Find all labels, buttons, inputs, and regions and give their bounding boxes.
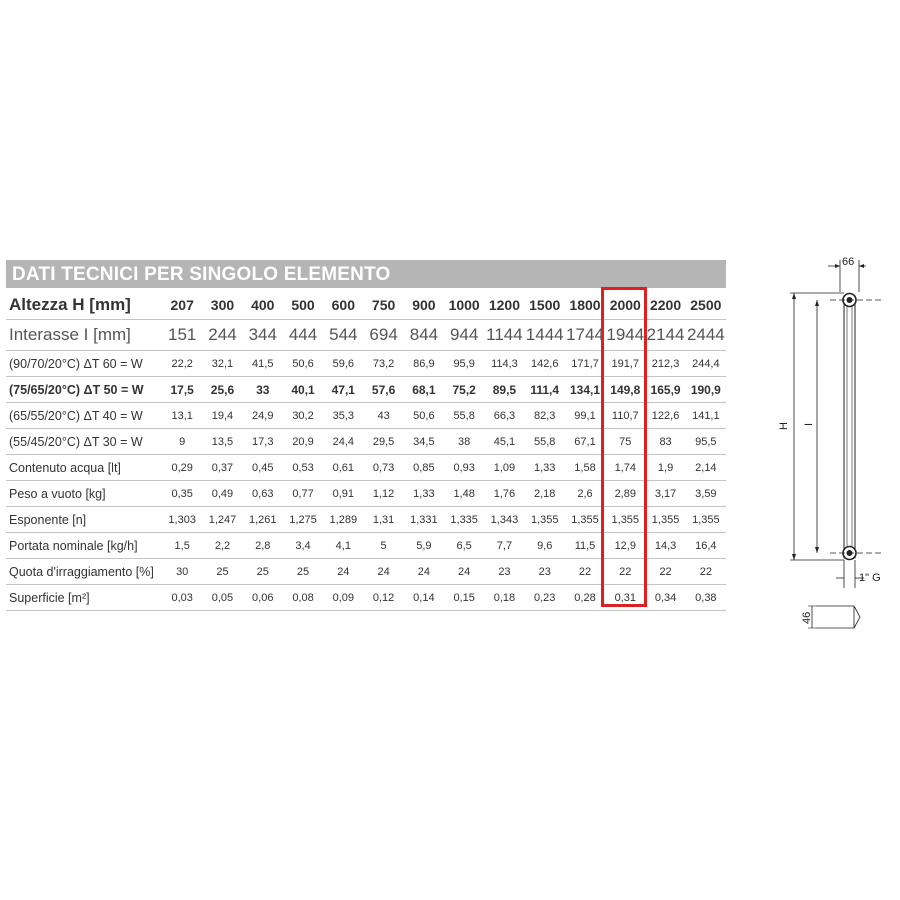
table-cell: 95,5 <box>686 429 726 455</box>
table-cell: 22 <box>605 559 645 585</box>
height-dimension-label: H <box>778 422 790 430</box>
table-cell: 34,5 <box>404 429 444 455</box>
table-cell: 1200 <box>484 290 524 320</box>
table-cell: 57,6 <box>363 377 403 403</box>
table-cell: 11,5 <box>565 533 605 559</box>
row-label: (90/70/20°C) ΔT 60 = W <box>6 351 162 377</box>
table-cell: 47,1 <box>323 377 363 403</box>
table-cell: 50,6 <box>283 351 323 377</box>
table-cell: 50,6 <box>404 403 444 429</box>
table-cell: 142,6 <box>525 351 565 377</box>
table-cell: 89,5 <box>484 377 524 403</box>
table-cell: 1,355 <box>686 507 726 533</box>
table-cell: 2000 <box>605 290 645 320</box>
table-cell: 500 <box>283 290 323 320</box>
table-cell: 0,29 <box>162 455 202 481</box>
table-cell: 2,18 <box>525 481 565 507</box>
table-cell: 1744 <box>565 320 605 351</box>
table-cell: 86,9 <box>404 351 444 377</box>
row-label: Contenuto acqua [lt] <box>6 455 162 481</box>
table-cell: 67,1 <box>565 429 605 455</box>
table-cell: 24 <box>323 559 363 585</box>
table-cell: 111,4 <box>525 377 565 403</box>
row-label: Superficie [m²] <box>6 585 162 611</box>
table-cell: 2,2 <box>202 533 242 559</box>
table-cell: 16,4 <box>686 533 726 559</box>
connection-size-label: 1" G <box>859 572 881 584</box>
table-cell: 244,4 <box>686 351 726 377</box>
table-cell: 0,34 <box>645 585 685 611</box>
table-cell: 22 <box>565 559 605 585</box>
row-label: Esponente [n] <box>6 507 162 533</box>
table-cell: 1,58 <box>565 455 605 481</box>
table-cell: 2500 <box>686 290 726 320</box>
table-cell: 171,7 <box>565 351 605 377</box>
table-cell: 1,9 <box>645 455 685 481</box>
table-cell: 444 <box>283 320 323 351</box>
table-cell: 1,261 <box>243 507 283 533</box>
table-cell: 45,1 <box>484 429 524 455</box>
table-cell: 19,4 <box>202 403 242 429</box>
table-cell: 40,1 <box>283 377 323 403</box>
table-cell: 190,9 <box>686 377 726 403</box>
table-cell: 7,7 <box>484 533 524 559</box>
table-cell: 0,49 <box>202 481 242 507</box>
row-label: (55/45/20°C) ΔT 30 = W <box>6 429 162 455</box>
table-cell: 1144 <box>484 320 524 351</box>
table-cell: 0,03 <box>162 585 202 611</box>
radiator-diagram <box>760 248 900 638</box>
table-cell: 0,63 <box>243 481 283 507</box>
table-cell: 55,8 <box>444 403 484 429</box>
table-cell: 1,48 <box>444 481 484 507</box>
row-label: Portata nominale [kg/h] <box>6 533 162 559</box>
table-cell: 12,9 <box>605 533 645 559</box>
table-cell: 1,275 <box>283 507 323 533</box>
row-label: (75/65/20°C) ΔT 50 = W <box>6 377 162 403</box>
table-cell: 1,12 <box>363 481 403 507</box>
table-cell: 191,7 <box>605 351 645 377</box>
table-cell: 1,33 <box>525 455 565 481</box>
table-cell: 1,303 <box>162 507 202 533</box>
table-cell: 1,5 <box>162 533 202 559</box>
table-cell: 23 <box>484 559 524 585</box>
table-cell: 1800 <box>565 290 605 320</box>
table-cell: 73,2 <box>363 351 403 377</box>
table-cell: 0,31 <box>605 585 645 611</box>
table-cell: 122,6 <box>645 403 685 429</box>
table-cell: 900 <box>404 290 444 320</box>
table-cell: 207 <box>162 290 202 320</box>
table-cell: 1,09 <box>484 455 524 481</box>
table-cell: 13,5 <box>202 429 242 455</box>
table-cell: 68,1 <box>404 377 444 403</box>
table-cell: 2200 <box>645 290 685 320</box>
table-cell: 2,14 <box>686 455 726 481</box>
table-cell: 2,89 <box>605 481 645 507</box>
table-cell: 212,3 <box>645 351 685 377</box>
table-cell: 0,45 <box>243 455 283 481</box>
table-cell: 3,59 <box>686 481 726 507</box>
table-cell: 22,2 <box>162 351 202 377</box>
table-cell: 165,9 <box>645 377 685 403</box>
table-cell: 0,23 <box>525 585 565 611</box>
table-cell: 2,6 <box>565 481 605 507</box>
table-cell: 0,37 <box>202 455 242 481</box>
row-label: (65/55/20°C) ΔT 40 = W <box>6 403 162 429</box>
table-title: DATI TECNICI PER SINGOLO ELEMENTO <box>6 260 726 288</box>
table-cell: 24,9 <box>243 403 283 429</box>
table-cell: 0,85 <box>404 455 444 481</box>
table-cell: 0,93 <box>444 455 484 481</box>
table-cell: 83 <box>645 429 685 455</box>
row-label: Peso a vuoto [kg] <box>6 481 162 507</box>
table-cell: 149,8 <box>605 377 645 403</box>
table-cell: 1,355 <box>645 507 685 533</box>
table-cell: 1000 <box>444 290 484 320</box>
table-cell: 844 <box>404 320 444 351</box>
table-cell: 2444 <box>686 320 726 351</box>
table-cell: 23 <box>525 559 565 585</box>
table-cell: 1,31 <box>363 507 403 533</box>
table-cell: 35,3 <box>323 403 363 429</box>
table-cell: 3,4 <box>283 533 323 559</box>
table-cell: 9 <box>162 429 202 455</box>
highlight-column-2000 <box>601 287 647 607</box>
table-cell: 0,38 <box>686 585 726 611</box>
table-cell: 4,1 <box>323 533 363 559</box>
table-cell: 1,343 <box>484 507 524 533</box>
row-label: Interasse I [mm] <box>6 320 162 351</box>
table-cell: 25,6 <box>202 377 242 403</box>
table-cell: 1500 <box>525 290 565 320</box>
table-cell: 944 <box>444 320 484 351</box>
table-cell: 0,91 <box>323 481 363 507</box>
table-cell: 1,355 <box>605 507 645 533</box>
interaxis-dimension-label: I <box>803 422 815 426</box>
table-cell: 6,5 <box>444 533 484 559</box>
table-cell: 20,9 <box>283 429 323 455</box>
table-cell: 1,289 <box>323 507 363 533</box>
table-cell: 134,1 <box>565 377 605 403</box>
table-cell: 59,6 <box>323 351 363 377</box>
table-cell: 33 <box>243 377 283 403</box>
table-cell: 600 <box>323 290 363 320</box>
table-cell: 2144 <box>645 320 685 351</box>
table-cell: 13,1 <box>162 403 202 429</box>
table-cell: 17,3 <box>243 429 283 455</box>
table-cell: 25 <box>202 559 242 585</box>
table-cell: 75,2 <box>444 377 484 403</box>
table-cell: 0,53 <box>283 455 323 481</box>
table-cell: 1,355 <box>565 507 605 533</box>
table-cell: 9,6 <box>525 533 565 559</box>
table-cell: 5 <box>363 533 403 559</box>
table-cell: 25 <box>243 559 283 585</box>
table-cell: 1,331 <box>404 507 444 533</box>
table-cell: 30 <box>162 559 202 585</box>
table-cell: 1,76 <box>484 481 524 507</box>
table-cell: 1,335 <box>444 507 484 533</box>
table-cell: 24 <box>404 559 444 585</box>
table-cell: 1944 <box>605 320 645 351</box>
table-cell: 0,77 <box>283 481 323 507</box>
table-cell: 141,1 <box>686 403 726 429</box>
table-cell: 1444 <box>525 320 565 351</box>
table-cell: 244 <box>202 320 242 351</box>
table-cell: 29,5 <box>363 429 403 455</box>
table-cell: 344 <box>243 320 283 351</box>
table-cell: 30,2 <box>283 403 323 429</box>
table-cell: 22 <box>645 559 685 585</box>
depth-dimension-label: 46 <box>801 611 813 624</box>
table-cell: 0,35 <box>162 481 202 507</box>
table-cell: 55,8 <box>525 429 565 455</box>
table-cell: 41,5 <box>243 351 283 377</box>
table-cell: 750 <box>363 290 403 320</box>
table-cell: 3,17 <box>645 481 685 507</box>
table-cell: 99,1 <box>565 403 605 429</box>
table-cell: 0,09 <box>323 585 363 611</box>
row-label: Quota d'irraggiamento [%] <box>6 559 162 585</box>
table-cell: 110,7 <box>605 403 645 429</box>
table-cell: 114,3 <box>484 351 524 377</box>
table-cell: 1,247 <box>202 507 242 533</box>
table-cell: 2,8 <box>243 533 283 559</box>
table-cell: 544 <box>323 320 363 351</box>
table-cell: 17,5 <box>162 377 202 403</box>
table-cell: 0,61 <box>323 455 363 481</box>
table-cell: 24 <box>363 559 403 585</box>
table-cell: 1,33 <box>404 481 444 507</box>
width-dimension-label: 66 <box>842 256 855 268</box>
table-cell: 694 <box>363 320 403 351</box>
table-cell: 0,28 <box>565 585 605 611</box>
table-cell: 75 <box>605 429 645 455</box>
row-label: Altezza H [mm] <box>6 290 162 320</box>
table-cell: 32,1 <box>202 351 242 377</box>
table-cell: 95,9 <box>444 351 484 377</box>
table-cell: 0,12 <box>363 585 403 611</box>
table-cell: 0,08 <box>283 585 323 611</box>
table-cell: 14,3 <box>645 533 685 559</box>
table-cell: 24,4 <box>323 429 363 455</box>
table-cell: 82,3 <box>525 403 565 429</box>
table-cell: 400 <box>243 290 283 320</box>
table-cell: 0,73 <box>363 455 403 481</box>
table-cell: 0,06 <box>243 585 283 611</box>
table-cell: 66,3 <box>484 403 524 429</box>
table-cell: 1,74 <box>605 455 645 481</box>
table-cell: 0,14 <box>404 585 444 611</box>
table-cell: 24 <box>444 559 484 585</box>
table-cell: 300 <box>202 290 242 320</box>
table-cell: 43 <box>363 403 403 429</box>
table-cell: 0,05 <box>202 585 242 611</box>
table-cell: 22 <box>686 559 726 585</box>
table-cell: 0,18 <box>484 585 524 611</box>
table-cell: 0,15 <box>444 585 484 611</box>
table-cell: 5,9 <box>404 533 444 559</box>
table-cell: 1,355 <box>525 507 565 533</box>
table-cell: 151 <box>162 320 202 351</box>
table-cell: 25 <box>283 559 323 585</box>
table-cell: 38 <box>444 429 484 455</box>
